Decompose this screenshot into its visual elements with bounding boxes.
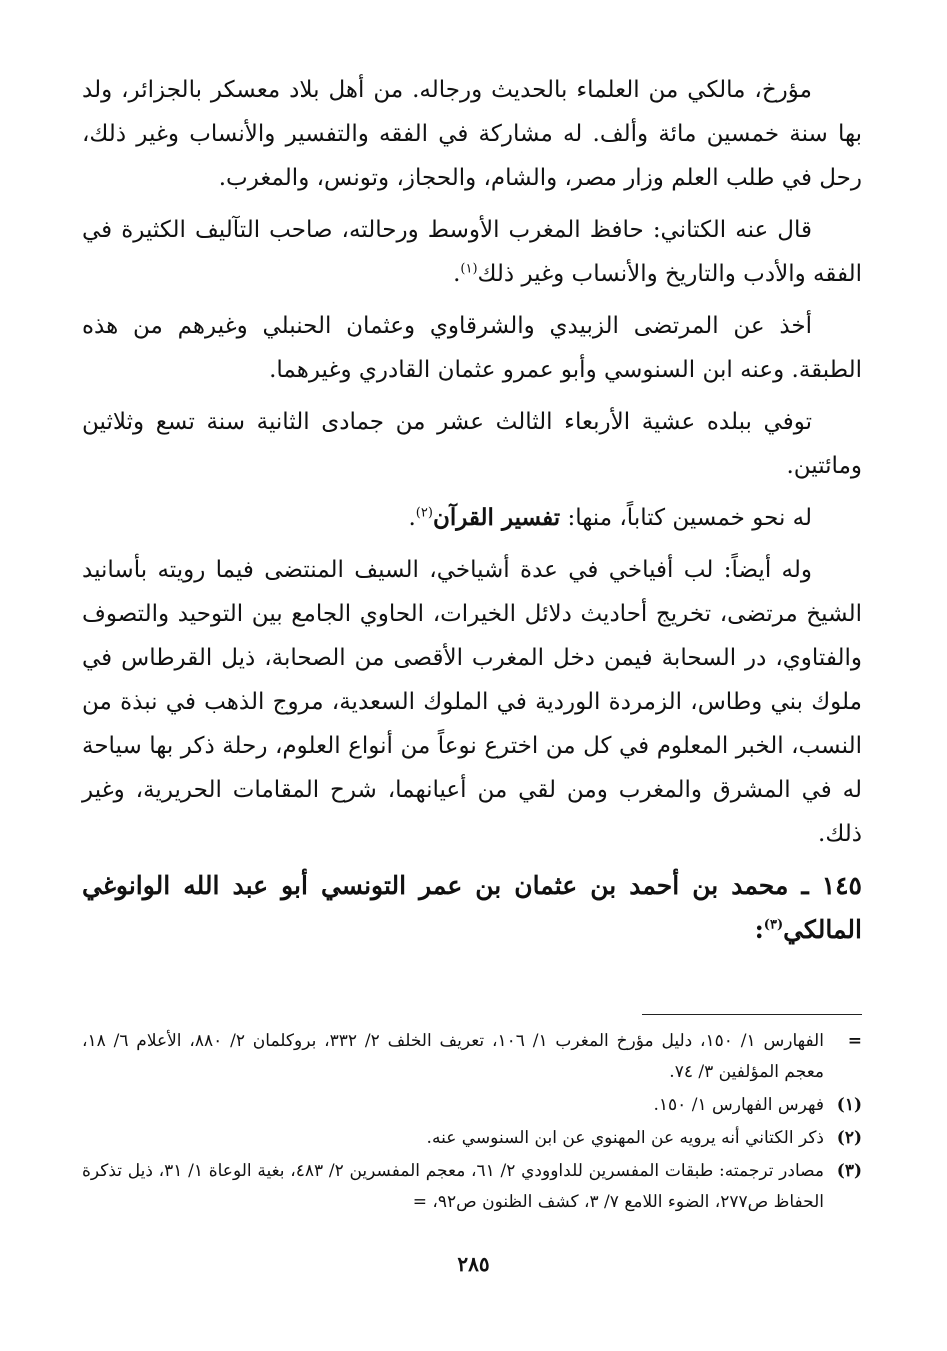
footnote-ref-3[interactable]: (٣) [763, 917, 784, 933]
footnote-ref-1[interactable]: (١) [460, 261, 478, 277]
paragraph-works-list: وله أيضاً: لب أفياخي في عدة أشياخي، السيف المنتضى فيما رويته بأسانيد الشيخ مرتضى، تخريج أحاديث دلائل الخيرات، الحاوي الجامع بين التوحيد والتصوف والفتاوي، در السحابة فيمن دخل المغرب الأقصى من الصحابة، ذيل القرطاس في ملوك بني وطاس، الزمردة الوردية في الملوك السعدية، مروج الذهب في نبذة من النسب، الخبر المعلوم في كل من اخترع نوعاً من أنواع العلوم، رحلة ذكر بها سياحة له في المشرق والمغرب ومن لقي من أعيانهما، شرح المقامات الحريرية، وغير ذلك. [82, 557, 863, 847]
footnote-marker: (١) [836, 1095, 862, 1115]
paragraph-biography: مؤرخ، مالكي من العلماء بالحديث ورجاله. من أهل بلاد معسكر بالجزائر، ولد بها سنة خمسين مائة وألف. له مشاركة في الفقه والتفسير والأنساب وغير ذلك، رحل في طلب العلم وزار مصر، والشام، والحجاز، وتونس، والمغرب. [82, 77, 862, 191]
quote-end: . [453, 261, 461, 287]
footnote-marker: (٣) [836, 1161, 862, 1181]
paragraph-books [82, 496, 862, 540]
footnote-continued [82, 1026, 862, 1088]
heading-end: : [754, 915, 764, 944]
footnote-text: مصادر ترجمته: طبقات المفسرين للداوودي ٢/ ٦١، معجم المفسرين ٢/ ٤٨٣، بغية الوعاة ١/ ٣١، ذيل تذكرة الحفاظ ص٢٧٧، الضوء اللامع ٧/ ٣، كشف الظنون ص٩٢، = [82, 1161, 824, 1212]
footnote-ref-2[interactable]: (٢) [415, 505, 433, 521]
footnote-text: ذكر الكتاني أنه يرويه عن المهنوي عن ابن السنوسي عنه. [426, 1128, 824, 1148]
book-title-tafsir: تفسير القرآن [432, 504, 561, 531]
footnote-3 [82, 1156, 862, 1218]
footnote-text: فهرس الفهارس ١/ ١٥٠. [653, 1095, 824, 1115]
quote-text: قال عنه الكتاني: حافظ المغرب الأوسط ورحالته، صاحب التآليف الكثيرة في الفقه والأدب والتاريخ والأنساب وغير ذلك [82, 217, 862, 287]
heading-text: ١٤٥ ـ محمد بن أحمد بن عثمان بن عمر التونسي أبو عبد الله الوانوغي المالكي [82, 871, 862, 944]
page-number: ٢٨٥ [457, 1252, 490, 1276]
footnote-marker: = [847, 1031, 862, 1051]
paragraph-teachers: أخذ عن المرتضى الزبيدي والشرقاوي وعثمان الحنبلي وغيرهم من هذه الطبقة. وعنه ابن السنوسي وأبو عمرو عثمان القادري وغيرهما. [82, 313, 862, 383]
main-text [82, 68, 862, 952]
paragraph-death: توفي ببلده عشية الأربعاء الثالث عشر من جمادى الثانية سنة تسع وثلاثين ومائتين. [82, 409, 862, 479]
footnotes [82, 1026, 862, 1220]
entry-heading-145 [82, 864, 862, 952]
footnote-2 [82, 1123, 862, 1154]
footnote-1 [82, 1090, 862, 1121]
paragraph-kattani-quote [82, 208, 862, 296]
footnote-text: الفهارس ١/ ١٥٠، دليل مؤرخ المغرب ١/ ١٠٦، تعريف الخلف ٢/ ٣٣٢، بروكلمان ٢/ ٨٨٠، الأعلام ٦/ ١٨، معجم المؤلفين ٣/ ٧٤. [82, 1031, 824, 1082]
books-end: . [408, 505, 416, 531]
footnote-divider [642, 1014, 862, 1015]
books-intro: له نحو خمسين كتاباً، منها: [560, 505, 812, 531]
footnote-marker: (٢) [836, 1128, 862, 1148]
